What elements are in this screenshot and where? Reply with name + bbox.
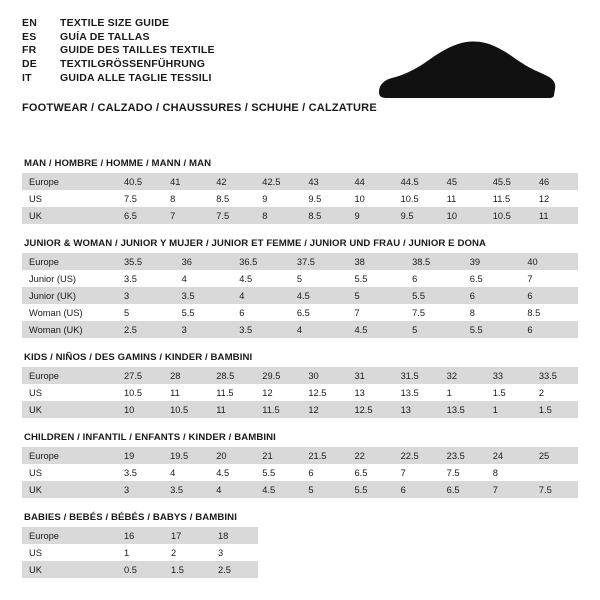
table-row bbox=[22, 544, 258, 561]
row-label: UK bbox=[22, 207, 117, 224]
cell: 31 bbox=[347, 367, 393, 384]
cell: 12.5 bbox=[347, 401, 393, 418]
cell: 3 bbox=[175, 321, 233, 338]
table-row bbox=[22, 321, 578, 338]
cell: 10.5 bbox=[117, 384, 163, 401]
cell: 10.5 bbox=[394, 190, 440, 207]
cell: 11 bbox=[440, 190, 486, 207]
language-code: ES bbox=[22, 30, 37, 43]
section-title: BABIES / BEBÉS / BÉBÉS / BABYS / BAMBINI bbox=[24, 512, 237, 524]
cell: 11.5 bbox=[209, 384, 255, 401]
row-label: UK bbox=[22, 481, 117, 498]
cell: 3.5 bbox=[117, 270, 175, 287]
cell: 6.5 bbox=[463, 270, 521, 287]
cell: 33 bbox=[486, 367, 532, 384]
cell: 13 bbox=[347, 384, 393, 401]
row-label: Europe bbox=[22, 173, 117, 190]
cell: 1.5 bbox=[486, 384, 532, 401]
cell: 28.5 bbox=[209, 367, 255, 384]
cell: 11.5 bbox=[486, 190, 532, 207]
cell: 19.5 bbox=[163, 447, 209, 464]
size-table-children bbox=[22, 447, 578, 498]
cell: 13.5 bbox=[440, 401, 486, 418]
cell: 3.5 bbox=[117, 464, 163, 481]
cell: 5.5 bbox=[347, 481, 393, 498]
cell: 7.5 bbox=[209, 207, 255, 224]
language-row bbox=[22, 18, 215, 32]
language-row bbox=[22, 45, 215, 59]
cell: 6.5 bbox=[347, 464, 393, 481]
cell: 21.5 bbox=[301, 447, 347, 464]
cell: 42.5 bbox=[255, 173, 301, 190]
cell: 33.5 bbox=[532, 367, 578, 384]
row-label: US bbox=[22, 464, 117, 481]
cell: 44 bbox=[347, 173, 393, 190]
language-code: IT bbox=[22, 71, 32, 84]
cell: 20 bbox=[209, 447, 255, 464]
language-row bbox=[22, 73, 215, 87]
cell: 1 bbox=[117, 544, 164, 561]
cell: 5 bbox=[348, 287, 406, 304]
row-label: UK bbox=[22, 561, 117, 578]
cell: 5 bbox=[117, 304, 175, 321]
row-label: Woman (US) bbox=[22, 304, 117, 321]
cell: 10 bbox=[117, 401, 163, 418]
cell: 5.5 bbox=[463, 321, 521, 338]
cell: 7 bbox=[163, 207, 209, 224]
cell: 4 bbox=[232, 287, 290, 304]
cell: 38.5 bbox=[405, 253, 463, 270]
cell: 38 bbox=[348, 253, 406, 270]
cell: 8.5 bbox=[209, 190, 255, 207]
cell: 29.5 bbox=[255, 367, 301, 384]
cell: 19 bbox=[117, 447, 163, 464]
cell: 7 bbox=[348, 304, 406, 321]
cell: 22.5 bbox=[394, 447, 440, 464]
size-table-man bbox=[22, 173, 578, 224]
cell: 40 bbox=[520, 253, 578, 270]
cell: 40.5 bbox=[117, 173, 163, 190]
cell: 44.5 bbox=[394, 173, 440, 190]
cell: 27.5 bbox=[117, 367, 163, 384]
cell: 5.5 bbox=[175, 304, 233, 321]
cell: 5 bbox=[405, 321, 463, 338]
section-man bbox=[22, 158, 578, 224]
row-label: Woman (UK) bbox=[22, 321, 117, 338]
language-title: TEXTILGRÖSSENFÜHRUNG bbox=[60, 58, 206, 71]
cell: 1.5 bbox=[532, 401, 578, 418]
cell: 43 bbox=[301, 173, 347, 190]
language-title: GUIDA ALLE TAGLIE TESSILI bbox=[60, 71, 212, 84]
cell: 12 bbox=[301, 401, 347, 418]
dress-shoe-icon bbox=[370, 32, 560, 112]
cell: 4 bbox=[163, 464, 209, 481]
cell: 11.5 bbox=[255, 401, 301, 418]
size-table-kids bbox=[22, 367, 578, 418]
cell: 37.5 bbox=[290, 253, 348, 270]
table-row bbox=[22, 384, 578, 401]
cell: 1 bbox=[486, 401, 532, 418]
cell: 2 bbox=[532, 384, 578, 401]
cell: 21 bbox=[255, 447, 301, 464]
cell: 7.5 bbox=[117, 190, 163, 207]
table-row bbox=[22, 270, 578, 287]
cell: 45 bbox=[440, 173, 486, 190]
section-title: KIDS / NIÑOS / DES GAMINS / KINDER / BAMBINI bbox=[24, 352, 253, 364]
cell: 6 bbox=[463, 287, 521, 304]
row-label: US bbox=[22, 544, 117, 561]
cell: 10 bbox=[440, 207, 486, 224]
cell: 5.5 bbox=[405, 287, 463, 304]
table-row bbox=[22, 207, 578, 224]
row-label: Europe bbox=[22, 367, 117, 384]
cell: 10.5 bbox=[486, 207, 532, 224]
cell: 8 bbox=[486, 464, 532, 481]
language-title-list bbox=[22, 18, 215, 86]
cell: 18 bbox=[211, 527, 258, 544]
cell: 4.5 bbox=[232, 270, 290, 287]
cell: 5 bbox=[301, 481, 347, 498]
cell: 3.5 bbox=[175, 287, 233, 304]
cell: 3.5 bbox=[163, 481, 209, 498]
table-row bbox=[22, 173, 578, 190]
cell: 2.5 bbox=[117, 321, 175, 338]
cell: 8 bbox=[163, 190, 209, 207]
section-title: MAN / HOMBRE / HOMME / MANN / MAN bbox=[24, 158, 212, 170]
row-label: Europe bbox=[22, 527, 117, 544]
cell: 8.5 bbox=[301, 207, 347, 224]
size-table-babies bbox=[22, 527, 258, 578]
cell: 3 bbox=[117, 481, 163, 498]
row-label: Europe bbox=[22, 447, 117, 464]
cell: 9.5 bbox=[301, 190, 347, 207]
cell: 8.5 bbox=[520, 304, 578, 321]
cell: 8 bbox=[255, 207, 301, 224]
table-row bbox=[22, 253, 578, 270]
cell: 7.5 bbox=[440, 464, 486, 481]
language-code: EN bbox=[22, 17, 37, 29]
cell: 6 bbox=[520, 321, 578, 338]
cell: 30 bbox=[301, 367, 347, 384]
section-title: JUNIOR & WOMAN / JUNIOR Y MUJER / JUNIOR ET FEMME / JUNIOR UND FRAU / JUNIOR E DONA bbox=[24, 238, 487, 250]
page-header bbox=[22, 18, 578, 86]
cell: 36.5 bbox=[232, 253, 290, 270]
cell: 28 bbox=[163, 367, 209, 384]
language-code: DE bbox=[22, 58, 37, 71]
cell: 4.5 bbox=[348, 321, 406, 338]
cell: 3 bbox=[211, 544, 258, 561]
table-row bbox=[22, 304, 578, 321]
cell: 6 bbox=[394, 481, 440, 498]
cell: 5.5 bbox=[255, 464, 301, 481]
cell: 39 bbox=[463, 253, 521, 270]
table-row bbox=[22, 287, 578, 304]
cell: 6.5 bbox=[117, 207, 163, 224]
cell: 16 bbox=[117, 527, 164, 544]
cell: 41 bbox=[163, 173, 209, 190]
cell: 9 bbox=[347, 207, 393, 224]
cell: 4 bbox=[175, 270, 233, 287]
cell: 13.5 bbox=[394, 384, 440, 401]
language-code: FR bbox=[22, 44, 37, 57]
cell: 6 bbox=[301, 464, 347, 481]
cell: 4.5 bbox=[290, 287, 348, 304]
cell: 11 bbox=[532, 207, 578, 224]
cell: 12 bbox=[532, 190, 578, 207]
cell: 42 bbox=[209, 173, 255, 190]
cell: 5 bbox=[290, 270, 348, 287]
cell: 8 bbox=[463, 304, 521, 321]
row-label: US bbox=[22, 190, 117, 207]
cell: 4.5 bbox=[255, 481, 301, 498]
section-junior-woman bbox=[22, 238, 578, 338]
cell: 23.5 bbox=[440, 447, 486, 464]
section-kids bbox=[22, 352, 578, 418]
cell: 35.5 bbox=[117, 253, 175, 270]
section-title: CHILDREN / INFANTIL / ENFANTS / KINDER / BAMBINI bbox=[24, 432, 276, 444]
table-row bbox=[22, 527, 258, 544]
cell: 9 bbox=[255, 190, 301, 207]
table-row bbox=[22, 190, 578, 207]
cell: 22 bbox=[347, 447, 393, 464]
cell: 10.5 bbox=[163, 401, 209, 418]
table-row bbox=[22, 464, 578, 481]
cell: 7.5 bbox=[532, 481, 578, 498]
cell: 13 bbox=[394, 401, 440, 418]
cell: 2.5 bbox=[211, 561, 258, 578]
table-row bbox=[22, 447, 578, 464]
language-row bbox=[22, 32, 215, 46]
cell: 7 bbox=[394, 464, 440, 481]
cell: 1.5 bbox=[164, 561, 211, 578]
cell: 4 bbox=[209, 481, 255, 498]
cell: 7 bbox=[520, 270, 578, 287]
row-label: Europe bbox=[22, 253, 117, 270]
row-label: UK bbox=[22, 401, 117, 418]
table-row bbox=[22, 561, 258, 578]
row-label: US bbox=[22, 384, 117, 401]
section-children bbox=[22, 432, 578, 498]
cell: 3.5 bbox=[232, 321, 290, 338]
language-title: TEXTILE SIZE GUIDE bbox=[60, 17, 170, 29]
cell: 6 bbox=[405, 270, 463, 287]
cell: 1 bbox=[440, 384, 486, 401]
row-label: Junior (UK) bbox=[22, 287, 117, 304]
cell: 6 bbox=[232, 304, 290, 321]
cell: 0.5 bbox=[117, 561, 164, 578]
cell: 24 bbox=[486, 447, 532, 464]
cell: 7 bbox=[486, 481, 532, 498]
cell: 12.5 bbox=[301, 384, 347, 401]
language-title: GUIDE DES TAILLES TEXTILE bbox=[60, 44, 215, 57]
row-label: Junior (US) bbox=[22, 270, 117, 287]
cell: 12 bbox=[255, 384, 301, 401]
language-row bbox=[22, 59, 215, 73]
cell: 6 bbox=[520, 287, 578, 304]
cell: 36 bbox=[175, 253, 233, 270]
cell: 6.5 bbox=[440, 481, 486, 498]
cell: 4.5 bbox=[209, 464, 255, 481]
cell: 45.5 bbox=[486, 173, 532, 190]
cell: 32 bbox=[440, 367, 486, 384]
cell: 4 bbox=[290, 321, 348, 338]
cell: 25 bbox=[532, 447, 578, 464]
category-title: FOOTWEAR / CALZADO / CHAUSSURES / SCHUHE / CALZATURE bbox=[22, 102, 377, 115]
cell: 11 bbox=[163, 384, 209, 401]
cell bbox=[532, 464, 578, 481]
cell: 31.5 bbox=[394, 367, 440, 384]
cell: 2 bbox=[164, 544, 211, 561]
cell: 7.5 bbox=[405, 304, 463, 321]
cell: 6.5 bbox=[290, 304, 348, 321]
cell: 10 bbox=[347, 190, 393, 207]
language-title: GUÍA DE TALLAS bbox=[60, 30, 150, 43]
cell: 17 bbox=[164, 527, 211, 544]
section-babies bbox=[22, 512, 578, 578]
cell: 46 bbox=[532, 173, 578, 190]
cell: 11 bbox=[209, 401, 255, 418]
cell: 5.5 bbox=[348, 270, 406, 287]
table-row bbox=[22, 367, 578, 384]
table-row bbox=[22, 481, 578, 498]
table-row bbox=[22, 401, 578, 418]
cell: 3 bbox=[117, 287, 175, 304]
size-table-junior-woman bbox=[22, 253, 578, 338]
cell: 9.5 bbox=[394, 207, 440, 224]
